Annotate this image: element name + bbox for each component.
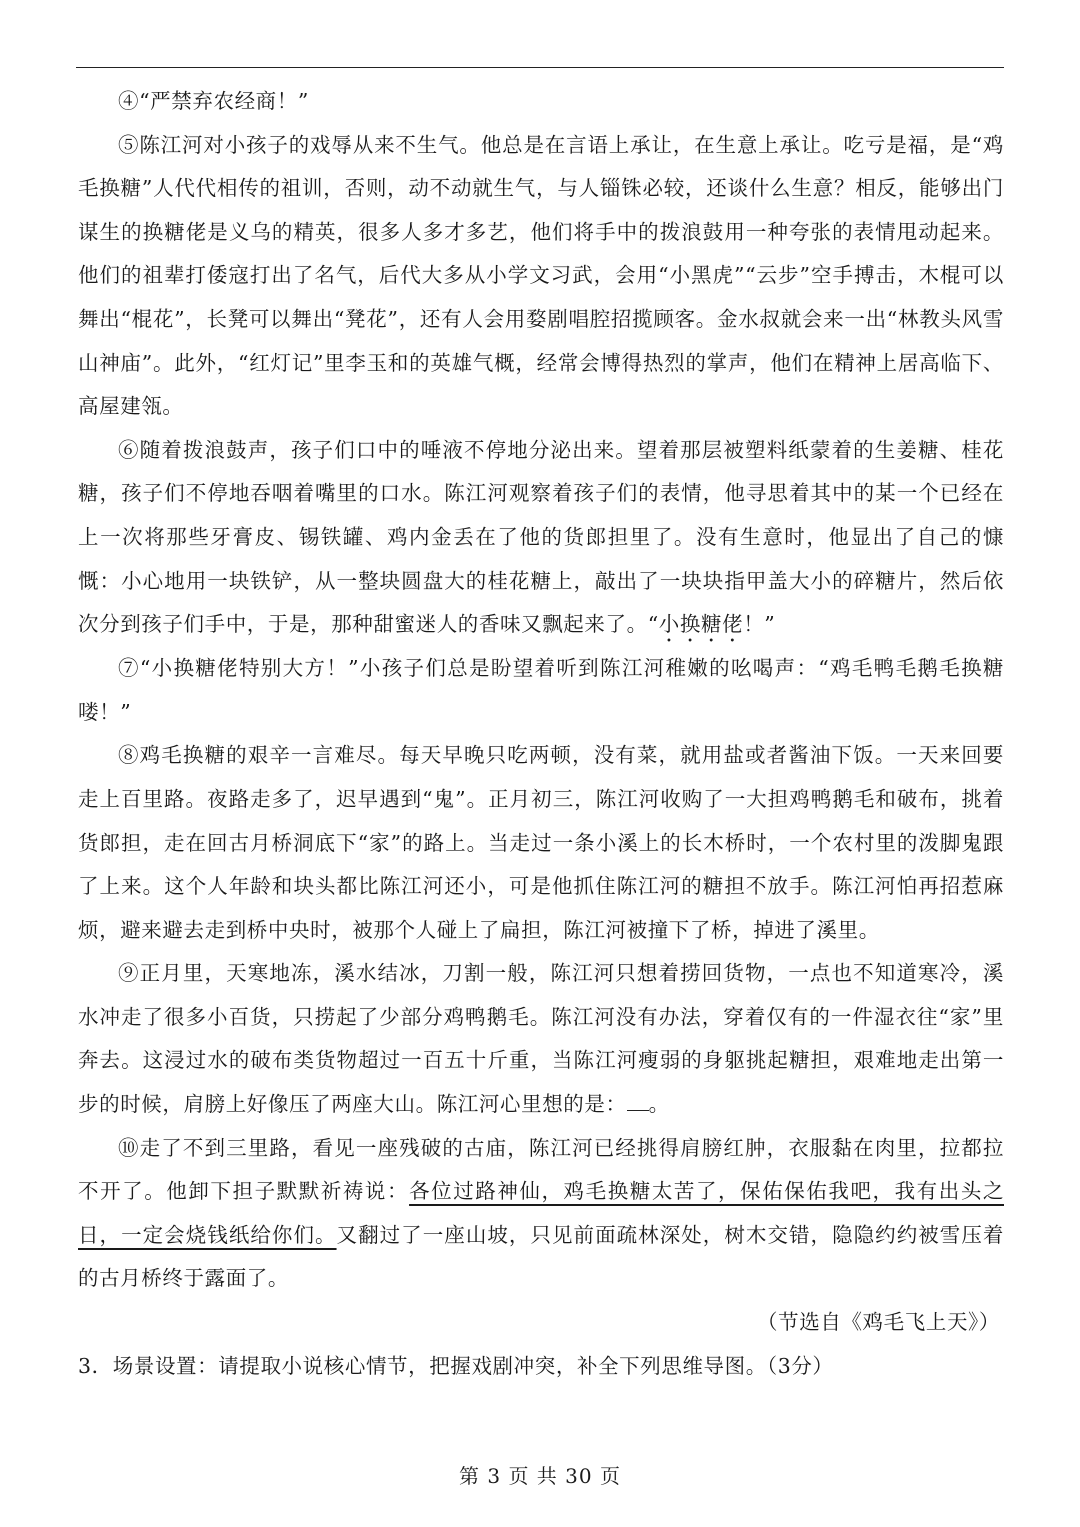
paragraph-6-text: ⑥随着拨浪鼓声，孩子们口中的唾液不停地分泌出来。望着那层被塑料纸蒙着的生姜糖、桂花糖，孩子们不停地吞咽着嘴里的口水。陈江河观察着孩子们的表情，他寻思着其中的某一个已经在上一次将那些牙膏皮、锡铁罐、鸡内金丢在了他的货郎担里了。没有生意时，他显出了自己的慷慨：小心地用一块铁铲，从一整块圆盘大的桂花糖上，敲出了一块块指甲盖大小的碎糖片，然后依次分到孩子们手中，于是，那种甜蜜迷人的香味又飘起来了。“	[78, 437, 1004, 637]
paragraph-10-text: ⑩走了不到三里路，看见一座残破的古庙，陈江河已经挑得肩膀红肿，衣服黏在肉里，拉都拉不开了。他卸下担子默默祈祷说：	[78, 1135, 1004, 1204]
emphasized-phrase: 小换糖佬	[658, 612, 744, 637]
top-rule	[76, 67, 1004, 68]
paragraph-6	[78, 429, 1004, 647]
paragraph-4: ④“严禁弃农经商！”	[118, 89, 309, 113]
underlined-sentence: 各位过路神仙，鸡毛换糖太苦了，保佑保佑我吧，我有出头之日，一定会烧钱纸给你们。	[78, 1179, 1004, 1247]
paragraph-7: ⑦“小换糖佬特别大方！”小孩子们总是盼望着听到陈江河稚嫩的吆喝声：“鸡毛鸭毛鹅毛换糖喽！”	[78, 656, 1004, 724]
paragraph-10	[78, 1127, 1004, 1301]
paragraph-6-end: ！”	[743, 612, 776, 637]
paragraph-9	[78, 952, 1004, 1126]
paragraph-9-text: ⑨正月里，天寒地冻，溪水结冰，刀割一般，陈江河只想着捞回货物，一点也不知道寒冷，溪水冲走了很多小百货，只捞起了少部分鸡鸭鹅毛。陈江河没有办法，穿着仅有的一件湿衣往“家”里奔去。这浸过水的破布类货物超过一百五十斤重，当陈江河瘦弱的身躯挑起糖担，艰难地走出第一步的时候，肩膀上好像压了两座大山。陈江河心里想的是：	[78, 961, 1004, 1117]
question-3: 3．场景设置：请提取小说核心情节，把握戏剧冲突，补全下列思维导图。（3分）	[78, 1353, 834, 1378]
paragraph-5: ⑤陈江河对小孩子的戏辱从来不生气。他总是在言语上承让，在生意上承让。吃亏是福，是“鸡毛换糖”人代代相传的祖训，否则，动不动就生气，与人锱铢必较，还谈什么生意？相反，能够出门谋生的换糖佬是义乌的精英，很多人多才多艺，他们将手中的拨浪鼓用一种夸张的表情甩动起来。他们的祖辈打倭寇打出了名气，后代大多从小学文习武，会用“小黑虎”“云步”空手搏击，木棍可以舞出“棍花”，长凳可以舞出“凳花”，还有人会用婺剧唱腔招揽顾客。金水叔就会来一出“林教头风雪山神庙”。此外，“红灯记”里李玉和的英雄气概，经常会博得热烈的掌声，他们在精神上居高临下、高屋建瓴。	[78, 132, 1004, 419]
source-citation: （节选自《鸡毛飞上天》）	[757, 1310, 1000, 1335]
paragraph-8: ⑧鸡毛换糖的艰辛一言难尽。每天早晚只吃两顿，没有菜，就用盐或者酱油下饭。一天来回要走上百里路。夜路走多了，迟早遇到“鬼”。正月初三，陈江河收购了一大担鸡鸭鹅毛和破布，挑着货郎担，走在回古月桥洞底下“家”的路上。当走过一条小溪上的长木桥时，一个农村里的泼脚鬼跟了上来。这个人年龄和块头都比陈江河还小，可是他抓住陈江河的糖担不放手。陈江河怕再招惹麻烦，避来避去走到桥中央时，被那个人碰上了扁担，陈江河被撞下了桥，掉进了溪里。	[78, 743, 1004, 942]
paragraph-10-end: 又翻过了一座山坡，只见前面疏林深处，树木交错，隐隐约约被雪压着的古月桥终于露面了。	[78, 1222, 1004, 1291]
page-number: 第 3 页 共 30 页	[459, 1464, 621, 1488]
fill-in-blank	[627, 1092, 649, 1111]
paragraph-9-end: 。	[648, 1092, 670, 1117]
document-body	[78, 80, 1004, 1388]
